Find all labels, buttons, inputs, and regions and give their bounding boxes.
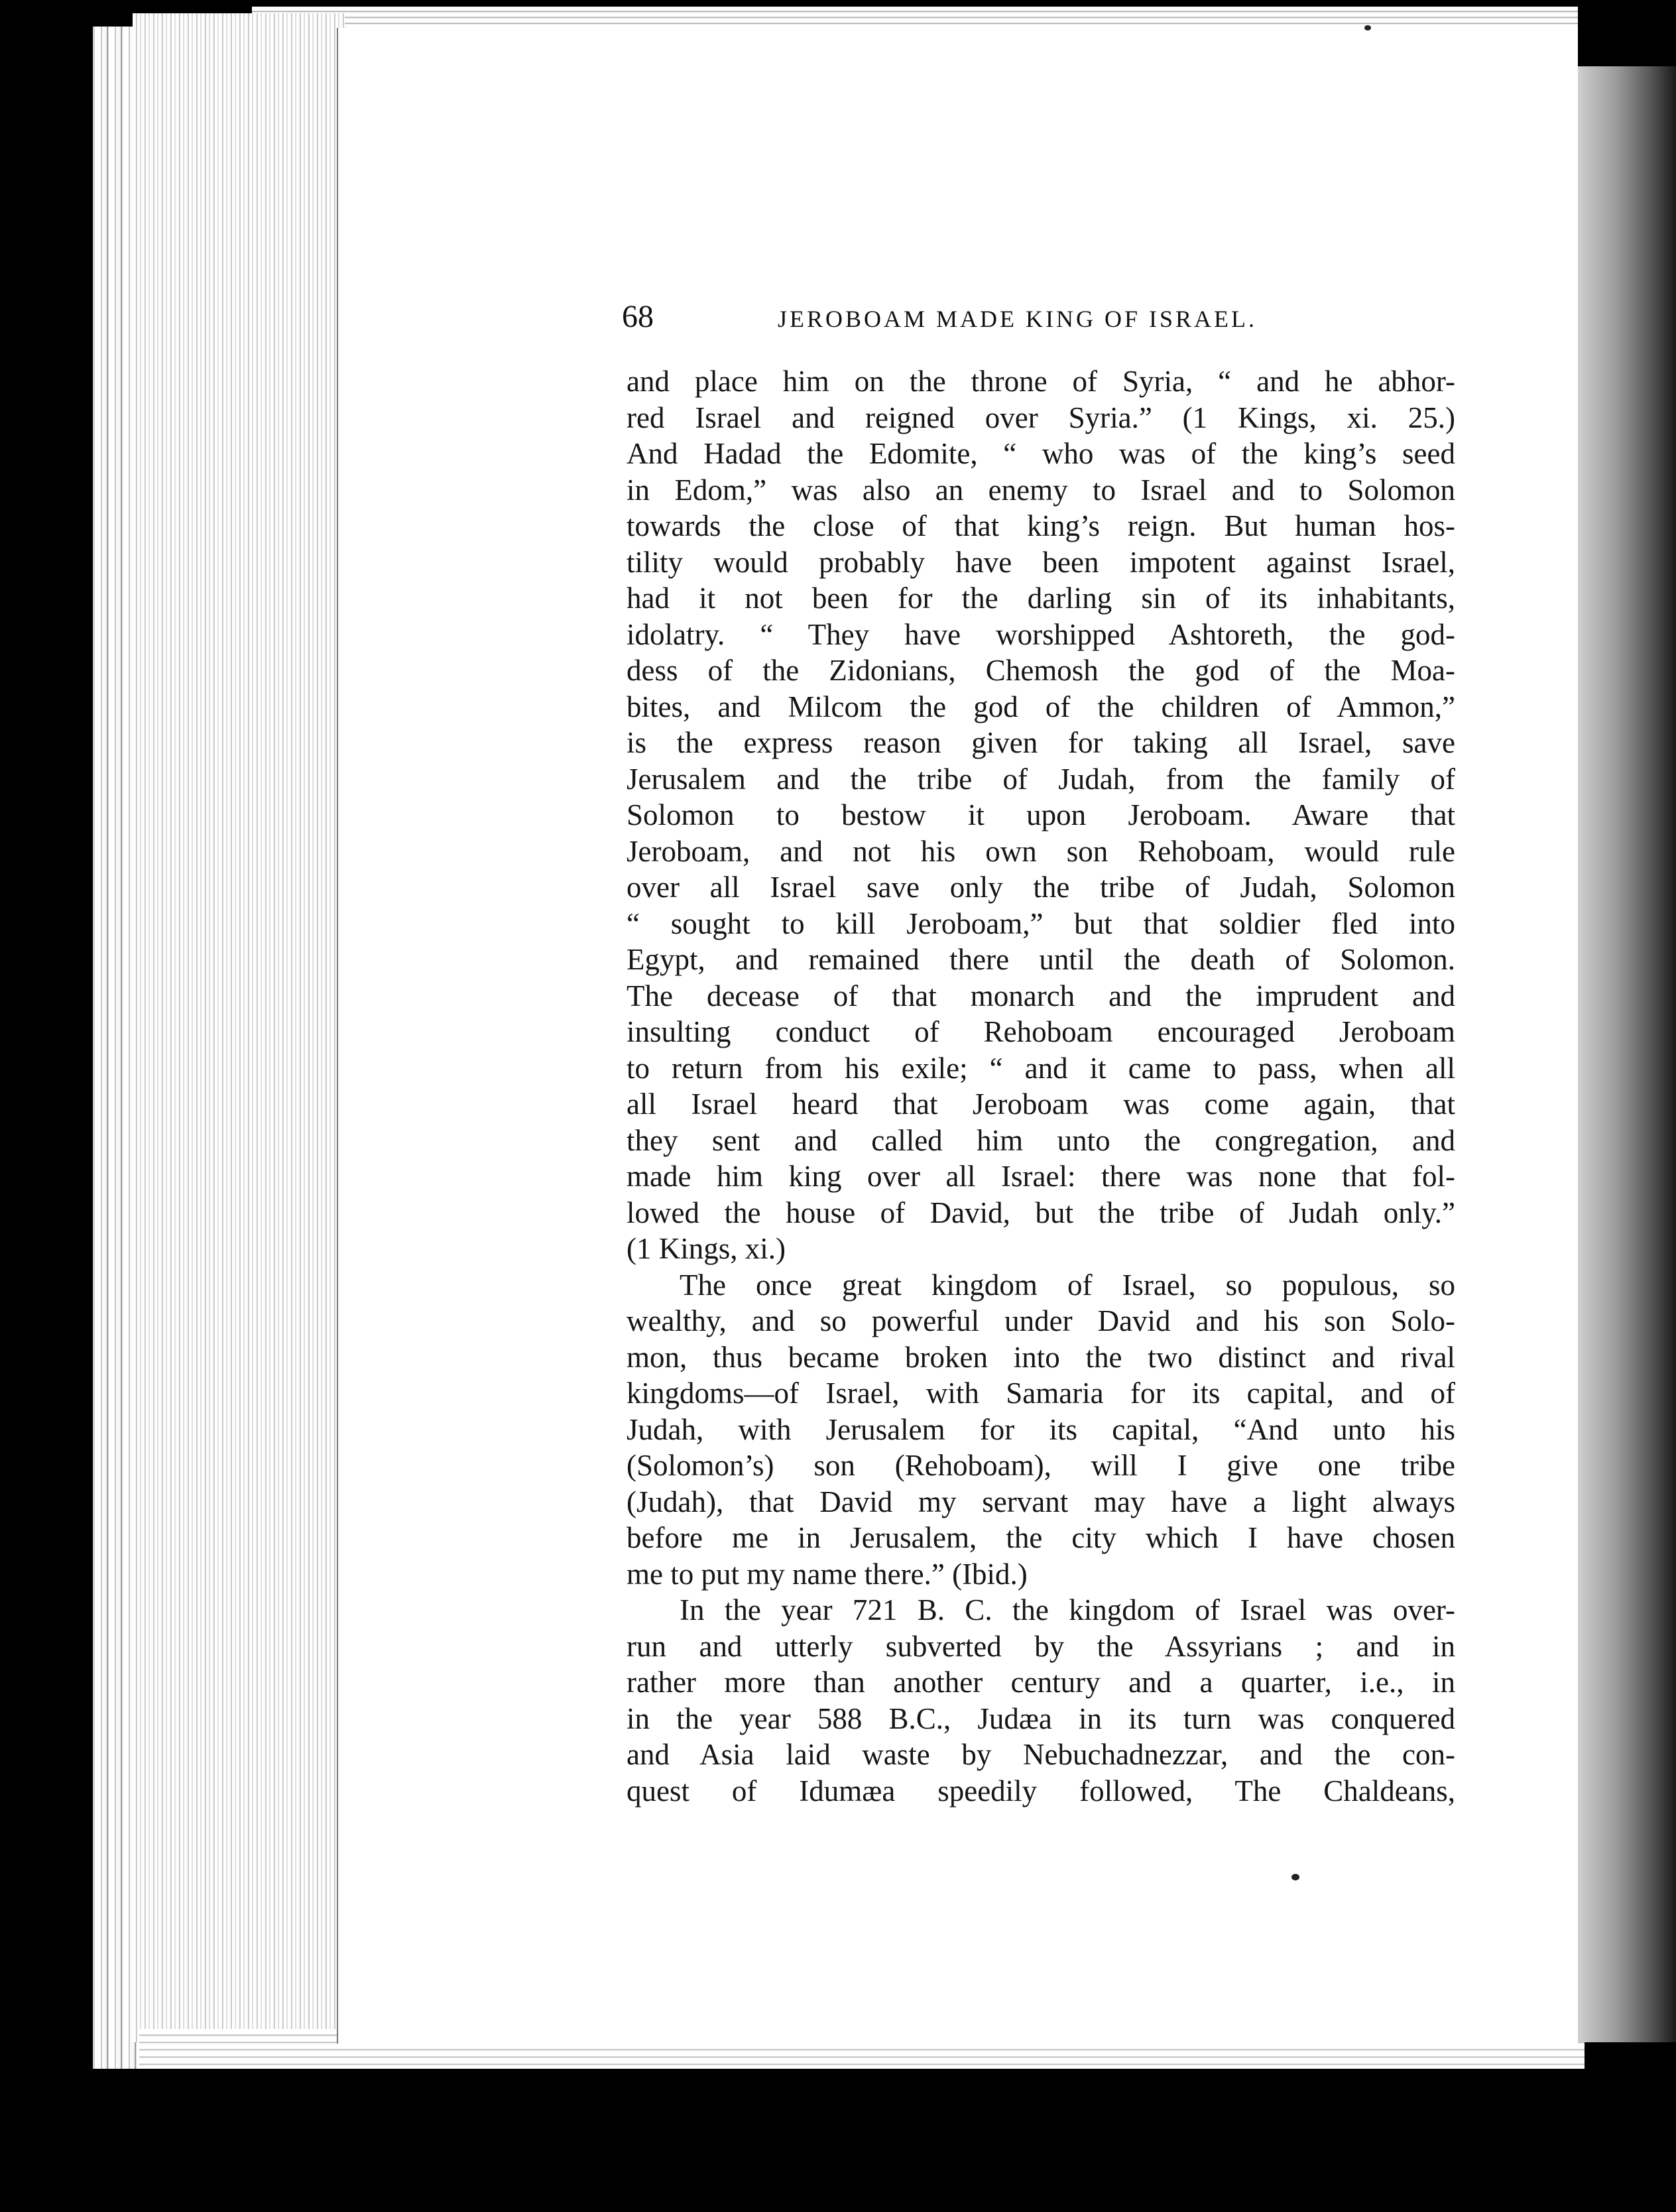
text-line: run and utterly subverted by the Assyrians ; and in xyxy=(627,1629,1455,1663)
text-line: idolatry. “ They have worshipped Ashtoreth, the god- xyxy=(627,617,1455,651)
text-line: dess of the Zidonians, Chemosh the god of the Moa- xyxy=(627,654,1455,687)
text-line: Jerusalem and the tribe of Judah, from the family of xyxy=(627,762,1455,796)
text-line: over all Israel save only the tribe of Judah, Solomon xyxy=(627,871,1455,904)
ink-speck xyxy=(1291,1874,1299,1880)
text-line: (Judah), that David my servant may have a light always xyxy=(627,1485,1455,1518)
text-line: tility would probably have been impotent against Israel, xyxy=(627,545,1455,579)
text-line: they sent and called him unto the congregation, and xyxy=(627,1123,1455,1157)
text-line: kingdoms—of Israel, with Samaria for its capital, and of xyxy=(627,1377,1455,1410)
text-line: bites, and Milcom the god of the children of Ammon,” xyxy=(627,690,1455,723)
text-line: red Israel and reigned over Syria.” (1 Kings, xi. 25.) xyxy=(627,400,1455,434)
text-line: is the express reason given for taking all Israel, save xyxy=(627,726,1455,759)
text-line: in the year 588 B.C., Judæa in its turn was conquered xyxy=(627,1701,1455,1735)
text-line: all Israel heard that Jeroboam was come again, that xyxy=(627,1087,1455,1121)
text-line: made him king over all Israel: there was none that fol- xyxy=(627,1160,1455,1193)
text-line: and place him on the throne of Syria, “ and he abhor- xyxy=(627,365,1455,398)
running-title: JEROBOAM MADE KING OF ISRAEL. xyxy=(778,306,1258,332)
text-line: had it not been for the darling sin of its inhabitants, xyxy=(627,582,1455,615)
text-line: mon, thus became broken into the two distinct and rival xyxy=(627,1340,1455,1374)
gutter-shadow xyxy=(1578,66,1676,2042)
text-line: before me in Jerusalem, the city which I have chosen xyxy=(627,1521,1455,1554)
text-line: insulting conduct of Rehoboam encouraged Jeroboam xyxy=(627,1015,1455,1048)
text-line-paragraph-start: In the year 721 B. C. the kingdom of Israel was over- xyxy=(680,1593,1455,1627)
text-line: to return from his exile; “ and it came to pass, when all xyxy=(627,1051,1455,1085)
text-line: Judah, with Jerusalem for its capital, “And unto his xyxy=(627,1412,1455,1446)
text-line: The decease of that monarch and the imprudent and xyxy=(627,979,1455,1013)
text-line: Solomon to bestow it upon Jeroboam. Aware that xyxy=(627,798,1455,831)
text-line: Egypt, and remained there until the death of Solomon. xyxy=(627,943,1455,976)
body-text xyxy=(627,363,1455,1809)
text-line: me to put my name there.” (Ibid.) xyxy=(627,1557,1028,1591)
page-header xyxy=(622,297,1451,343)
text-line: And Hadad the Edomite, “ who was of the king’s seed xyxy=(627,437,1455,470)
text-line: in Edom,” was also an enemy to Israel and to Solomon xyxy=(627,473,1455,507)
text-line: rather more than another century and a quarter, i.e., in xyxy=(627,1666,1455,1699)
ink-speck xyxy=(1364,25,1371,31)
text-line: (Solomon’s) son (Rehoboam), will I give one tribe xyxy=(627,1449,1455,1482)
text-line: towards the close of that king’s reign. But human hos- xyxy=(627,509,1455,542)
page-number: 68 xyxy=(622,299,654,334)
text-line: wealthy, and so powerful under David and his son Solo- xyxy=(627,1304,1455,1337)
text-line: and Asia laid waste by Nebuchadnezzar, and the con- xyxy=(627,1738,1455,1771)
text-line: “ sought to kill Jeroboam,” but that soldier fled into xyxy=(627,906,1455,940)
text-line: quest of Idumæa speedily followed, The Chaldeans, xyxy=(627,1774,1455,1808)
right-margin-top xyxy=(1578,28,1676,68)
text-line: Jeroboam, and not his own son Rehoboam, would rule xyxy=(627,834,1455,868)
page-left-edges-inner xyxy=(133,13,345,2042)
text-line-paragraph-start: The once great kingdom of Israel, so populous, so xyxy=(680,1268,1455,1302)
text-line: (1 Kings, xi.) xyxy=(627,1232,786,1265)
text-line: lowed the house of David, but the tribe of Judah only.” xyxy=(627,1196,1455,1229)
